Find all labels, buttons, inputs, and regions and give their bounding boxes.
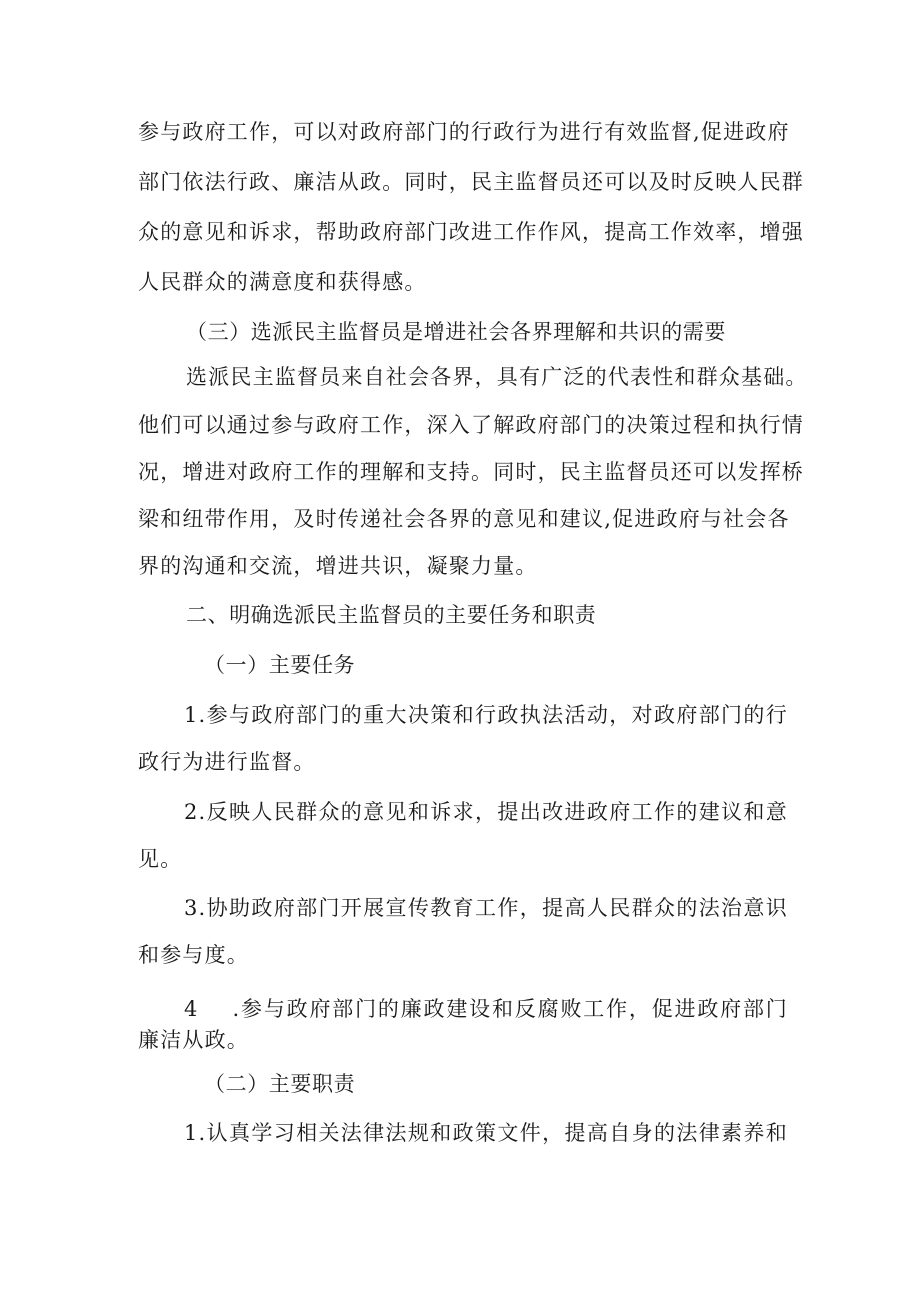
list-item-line: 1.认真学习相关法律法规和政策文件，提高自身的法律素养和 [184, 1121, 788, 1145]
list-item-line: 1.参与政府部门的重大决策和行政执法活动，对政府部门的行 [184, 703, 788, 727]
paragraph-line: 部门依法行政、廉洁从政。同时，民主监督员还可以及时反映人民群 [138, 170, 804, 194]
subsection-heading: （三）选派民主监督员是增进社会各界理解和共识的需要 [186, 320, 726, 344]
list-item-line: 政行为进行监督。 [138, 750, 316, 774]
subsection-heading: （二）主要职责 [204, 1072, 356, 1096]
paragraph-line: 选派民主监督员来自社会各界，具有广泛的代表性和群众基础。 [186, 365, 808, 389]
paragraph-line: 人民群众的满意度和获得感。 [138, 270, 427, 294]
list-item-line: 和参与度。 [138, 943, 249, 967]
list-item-line: 2.反映人民群众的意见和诉求，提出改进政府工作的建议和意 [184, 800, 788, 824]
list-item-line: 廉洁从政。 [138, 1028, 249, 1052]
list-item-line: 3.协助政府部门开展宣传教育工作，提高人民群众的法治意识 [184, 896, 788, 920]
paragraph-line: 界的沟通和交流，增进共识，凝聚力量。 [138, 554, 538, 578]
subsection-heading: （一）主要任务 [204, 653, 356, 677]
paragraph-line: 众的意见和诉求，帮助政府部门改进工作作风，提高工作效率，增强 [138, 220, 804, 244]
list-item-line: 见。 [138, 847, 183, 871]
paragraph-line: 梁和纽带作用，及时传递社会各界的意见和建议,促进政府与社会各 [138, 507, 790, 531]
paragraph-line: 况，增进对政府工作的理解和支持。同时，民主监督员还可以发挥桥 [138, 460, 804, 484]
section-heading: 二、明确选派民主监督员的主要任务和职责 [186, 603, 597, 627]
paragraph-line: 参与政府工作，可以对政府部门的行政行为进行有效监督,促进政府 [138, 120, 790, 144]
list-item-line: 4 .参与政府部门的廉政建设和反腐败工作，促进政府部门 [184, 997, 788, 1021]
paragraph-line: 他们可以通过参与政府工作，深入了解政府部门的决策过程和执行情 [138, 413, 804, 437]
